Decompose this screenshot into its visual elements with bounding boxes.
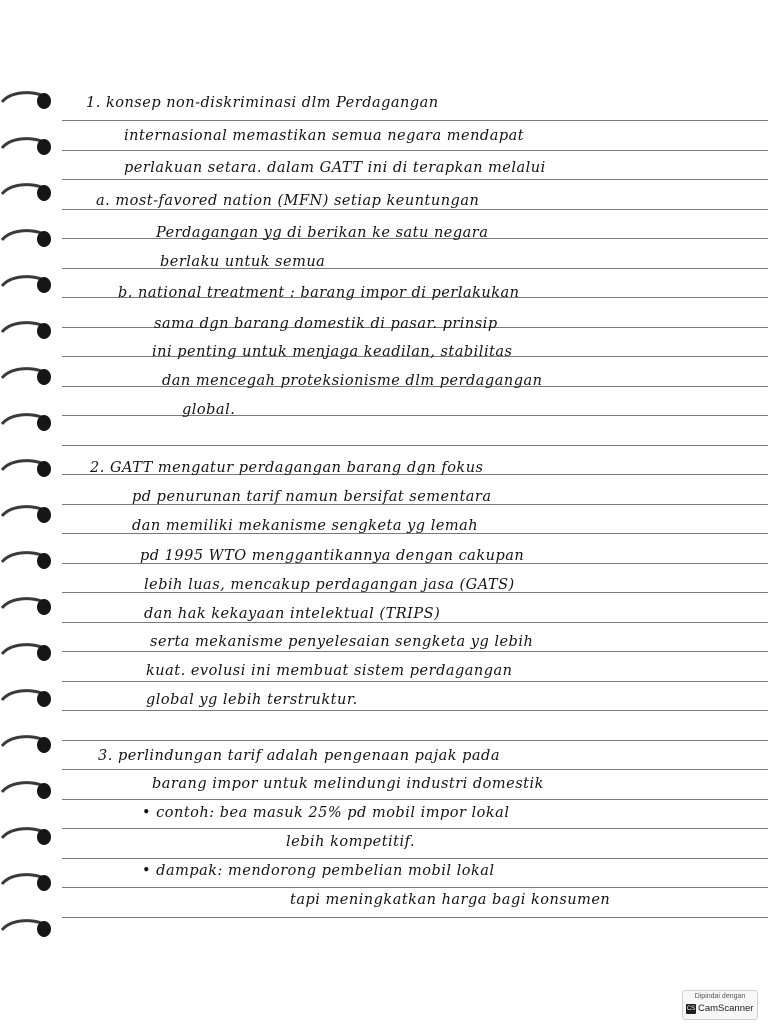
ruled-line bbox=[62, 710, 768, 711]
note-line: kuat. evolusi ini membuat sistem perdagangan bbox=[146, 663, 513, 679]
spiral-ring-icon bbox=[0, 364, 56, 388]
note-line: berlaku untuk semua bbox=[160, 254, 326, 270]
spiral-ring-icon bbox=[0, 548, 56, 572]
ruled-line bbox=[62, 917, 768, 918]
spiral-ring-icon bbox=[0, 686, 56, 710]
spiral-ring-icon bbox=[0, 778, 56, 802]
ruled-line bbox=[62, 150, 768, 151]
watermark-brand-label: CamScanner bbox=[698, 1003, 754, 1014]
ruled-line bbox=[62, 622, 768, 623]
ruled-line bbox=[62, 799, 768, 800]
spiral-ring-icon bbox=[0, 456, 56, 480]
note-line: internasional memastikan semua negara mendapat bbox=[124, 128, 525, 144]
note-line: Perdagangan yg di berikan ke satu negara bbox=[156, 225, 489, 241]
spiral-ring-icon bbox=[0, 594, 56, 618]
note-line: 3. perlindungan tarif adalah pengenaan pajak pada bbox=[98, 748, 500, 764]
note-line: dan mencegah proteksionisme dlm perdagangan bbox=[162, 373, 543, 389]
note-line: a. most-favored nation (MFN) setiap keuntungan bbox=[96, 193, 480, 209]
note-line: • contoh: bea masuk 25% pd mobil impor lokal bbox=[142, 805, 510, 821]
note-line: perlakuan setara. dalam GATT ini di terapkan melalui bbox=[124, 160, 546, 176]
note-line: ini penting untuk menjaga keadilan, stabilitas bbox=[152, 344, 513, 360]
ruled-line bbox=[62, 828, 768, 829]
ruled-line bbox=[62, 415, 768, 416]
note-line: global. bbox=[182, 402, 236, 418]
ruled-line bbox=[62, 445, 768, 446]
camscanner-logo-icon: CS bbox=[686, 1005, 696, 1012]
ruled-line bbox=[62, 209, 768, 210]
note-line: tapi meningkatkan harga bagi konsumen bbox=[290, 892, 611, 908]
spiral-ring-icon bbox=[0, 134, 56, 158]
spiral-ring-icon bbox=[0, 226, 56, 250]
spiral-ring-icon bbox=[0, 88, 56, 112]
note-line: barang impor untuk melindungi industri domestik bbox=[152, 776, 544, 792]
spiral-ring-icon bbox=[0, 640, 56, 664]
note-line: dan memiliki mekanisme sengketa yg lemah bbox=[132, 518, 479, 534]
note-line: 2. GATT mengatur perdagangan barang dgn fokus bbox=[90, 460, 484, 476]
ruled-line bbox=[62, 858, 768, 859]
ruled-line bbox=[62, 681, 768, 682]
spiral-ring-icon bbox=[0, 180, 56, 204]
note-line: • dampak: mendorong pembelian mobil lokal bbox=[142, 863, 495, 879]
note-line: lebih luas, mencakup perdagangan jasa (GATS) bbox=[144, 577, 515, 593]
spiral-ring-icon bbox=[0, 272, 56, 296]
note-line: lebih kompetitif. bbox=[286, 834, 416, 850]
note-line: dan hak kekayaan intelektual (TRIPS) bbox=[144, 606, 441, 622]
spiral-ring-icon bbox=[0, 410, 56, 434]
ruled-line bbox=[62, 740, 768, 741]
ruled-line bbox=[62, 887, 768, 888]
note-line: global yg lebih terstruktur. bbox=[146, 692, 358, 708]
spiral-ring-icon bbox=[0, 502, 56, 526]
spiral-ring-icon bbox=[0, 318, 56, 342]
spiral-ring-icon bbox=[0, 824, 56, 848]
note-line: pd penurunan tarif namun bersifat sementara bbox=[132, 489, 492, 505]
note-line: 1. konsep non-diskriminasi dlm Perdagangan bbox=[86, 95, 439, 111]
note-line: serta mekanisme penyelesaian sengketa yg lebih bbox=[150, 634, 534, 650]
spiral-ring-icon bbox=[0, 916, 56, 940]
ruled-line bbox=[62, 651, 768, 652]
spiral-binding bbox=[0, 88, 60, 934]
watermark-caption: Dipindai dengan bbox=[694, 993, 746, 1000]
spiral-ring-icon bbox=[0, 732, 56, 756]
note-line: pd 1995 WTO menggantikannya dengan cakupan bbox=[140, 548, 525, 564]
ruled-line bbox=[62, 120, 768, 121]
ruled-line bbox=[62, 769, 768, 770]
spiral-ring-icon bbox=[0, 870, 56, 894]
note-line: b. national treatment : barang impor di perlakukan bbox=[118, 285, 520, 301]
note-line: sama dgn barang domestik di pasar. prinsip bbox=[154, 316, 498, 332]
watermark-brand bbox=[686, 1003, 753, 1014]
camscanner-watermark bbox=[682, 990, 758, 1020]
ruled-line bbox=[62, 179, 768, 180]
